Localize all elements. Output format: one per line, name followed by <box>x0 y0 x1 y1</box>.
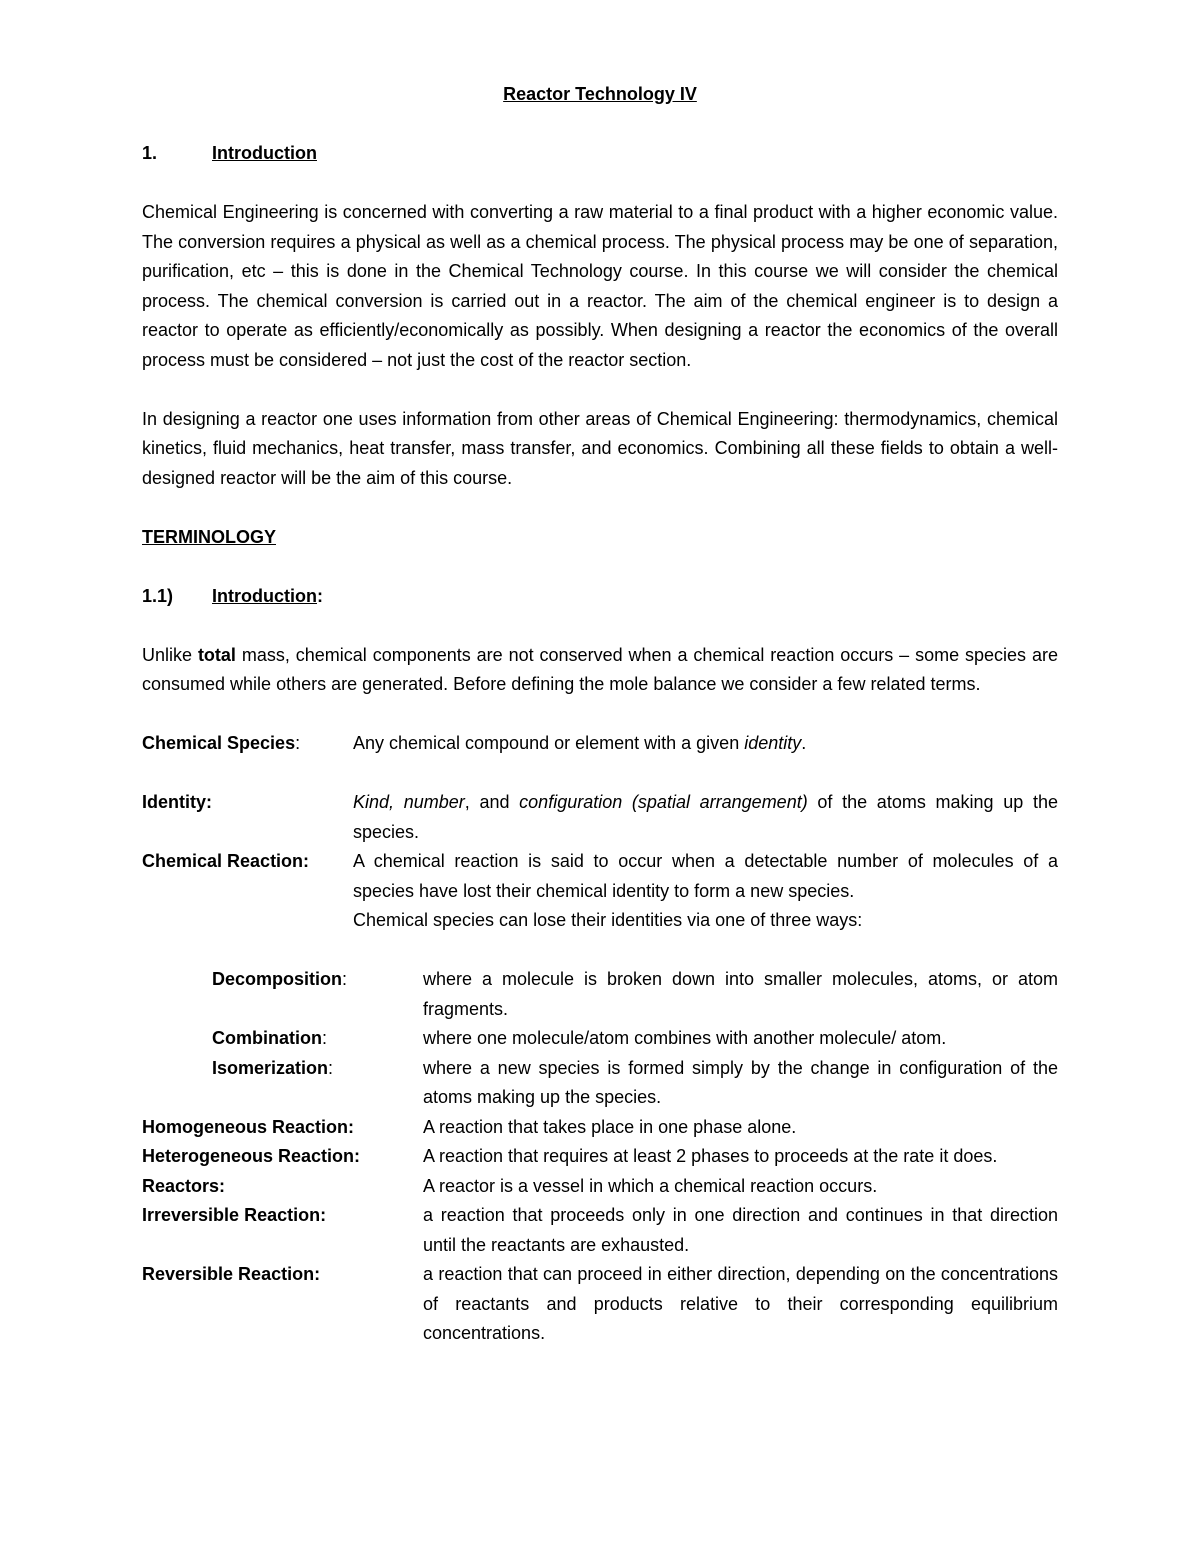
term-text: Chemical Species <box>142 733 296 753</box>
definition-heterogeneous-reaction <box>142 1142 1058 1172</box>
term-colon: : <box>322 1028 328 1048</box>
definition-identity <box>142 788 1058 847</box>
section-label: Introduction <box>212 585 317 606</box>
section-1-heading <box>142 139 1058 169</box>
definition-chemical-species <box>142 729 1058 759</box>
definition-term: Chemical Reaction: <box>142 851 310 871</box>
italic-run: identity <box>744 733 802 753</box>
definition-term: Irreversible Reaction: <box>142 1205 327 1225</box>
definition-combination <box>142 1024 1058 1054</box>
document-title: Reactor Technology IV <box>503 84 697 104</box>
section-number: 1. <box>142 143 158 163</box>
document-page <box>142 80 1058 1349</box>
text-run: . <box>801 733 807 753</box>
definition-text <box>353 788 1058 847</box>
definition-term <box>142 729 353 759</box>
definition-term: Homogeneous Reaction: <box>142 1116 355 1137</box>
definition-chemical-reaction <box>142 847 1058 936</box>
definition-irreversible-reaction <box>142 1201 1058 1260</box>
definition-decomposition <box>142 965 1058 1024</box>
definition-term <box>142 1054 423 1113</box>
definition-line: A chemical reaction is said to occur when a detectable number of molecules of a species have lost their chemical identity to form a new species. <box>353 851 1058 901</box>
definition-text: where a molecule is broken down into smaller molecules, atoms, or atom fragments. <box>423 969 1058 1019</box>
section-number: 1.1) <box>142 585 174 606</box>
definition-term: Identity: <box>142 792 212 812</box>
text-run: Unlike <box>142 644 198 665</box>
section-label: Introduction <box>212 143 317 163</box>
definition-term: Reactors: <box>142 1175 226 1196</box>
definition-text: a reaction that proceeds only in one direction and continues in that direction until the reactants are exhausted. <box>423 1205 1058 1255</box>
definition-text: A reaction that takes place in one phase alone. <box>423 1116 797 1137</box>
intro-paragraph-1: Chemical Engineering is concerned with converting a raw material to a final product with a higher economic value. The conversion requires a physical as well as a chemical process. The physical process may be one of separation, purification, etc – this is done in the Chemical Technology course. In this course we will consider the chemical process. The chemical conversion is carried out in a reactor. The aim of the chemical engineer is to design a reactor to operate as efficiently/economically as possibly. When designing a reactor the economics of the overall process must be considered – not just the cost of the reactor section. <box>142 202 1058 370</box>
terminology-label: TERMINOLOGY <box>142 526 276 547</box>
term-colon: : <box>295 733 301 753</box>
intro-paragraph-2: In designing a reactor one uses information from other areas of Chemical Engineering: thermodynamics, chemical kinetics, fluid mechanics, heat transfer, mass transfer, and economics. Combining all these fields to obtain a well-designed reactor will be the aim of this course. <box>142 408 1058 488</box>
definition-text: a reaction that can proceed in either direction, depending on the concentrations of reactants and products relative to their corresponding equilibrium concentrations. <box>423 1264 1058 1343</box>
definition-reversible-reaction <box>142 1260 1058 1349</box>
definition-text: A reactor is a vessel in which a chemical reaction occurs. <box>423 1175 878 1196</box>
section-colon: : <box>316 585 323 606</box>
text-run: , and <box>464 792 520 812</box>
term-text: Decomposition <box>212 969 343 989</box>
definition-text: where a new species is formed simply by the change in configuration of the atoms making up the species. <box>423 1057 1058 1107</box>
italic-run: Kind, number <box>353 792 465 812</box>
text-run: of the atoms making up the species. <box>353 792 1058 842</box>
definition-reactors <box>142 1172 1058 1202</box>
bold-run: total <box>197 644 236 665</box>
terms-intro-paragraph <box>142 641 1058 700</box>
term-text: Combination <box>212 1028 322 1048</box>
definition-isomerization <box>142 1054 1058 1113</box>
definition-text <box>353 729 1058 759</box>
italic-run: configuration (spatial arrangement) <box>519 792 808 812</box>
section-1-1-heading <box>142 582 1058 612</box>
definition-term <box>142 965 423 1024</box>
text-run: Any chemical compound or element with a given <box>353 733 745 753</box>
definition-term <box>142 1024 423 1054</box>
definition-term: Heterogeneous Reaction: <box>142 1146 361 1166</box>
definition-homogeneous-reaction <box>142 1113 1058 1143</box>
term-text: Isomerization <box>212 1057 329 1078</box>
term-colon: : <box>342 969 348 989</box>
terminology-heading <box>142 523 1058 553</box>
definition-text: where one molecule/atom combines with another molecule/ atom. <box>423 1028 947 1048</box>
definition-term: Reversible Reaction: <box>142 1264 321 1284</box>
term-colon: : <box>328 1057 334 1078</box>
definition-text: A reaction that requires at least 2 phases to proceeds at the rate it does. <box>423 1146 998 1166</box>
definition-text <box>353 847 1058 936</box>
text-run: mass, chemical components are not conserved when a chemical reaction occurs – some species are consumed while others are generated. Before defining the mole balance we consider a few related terms. <box>142 644 1058 694</box>
definition-line: Chemical species can lose their identities via one of three ways: <box>353 910 863 930</box>
